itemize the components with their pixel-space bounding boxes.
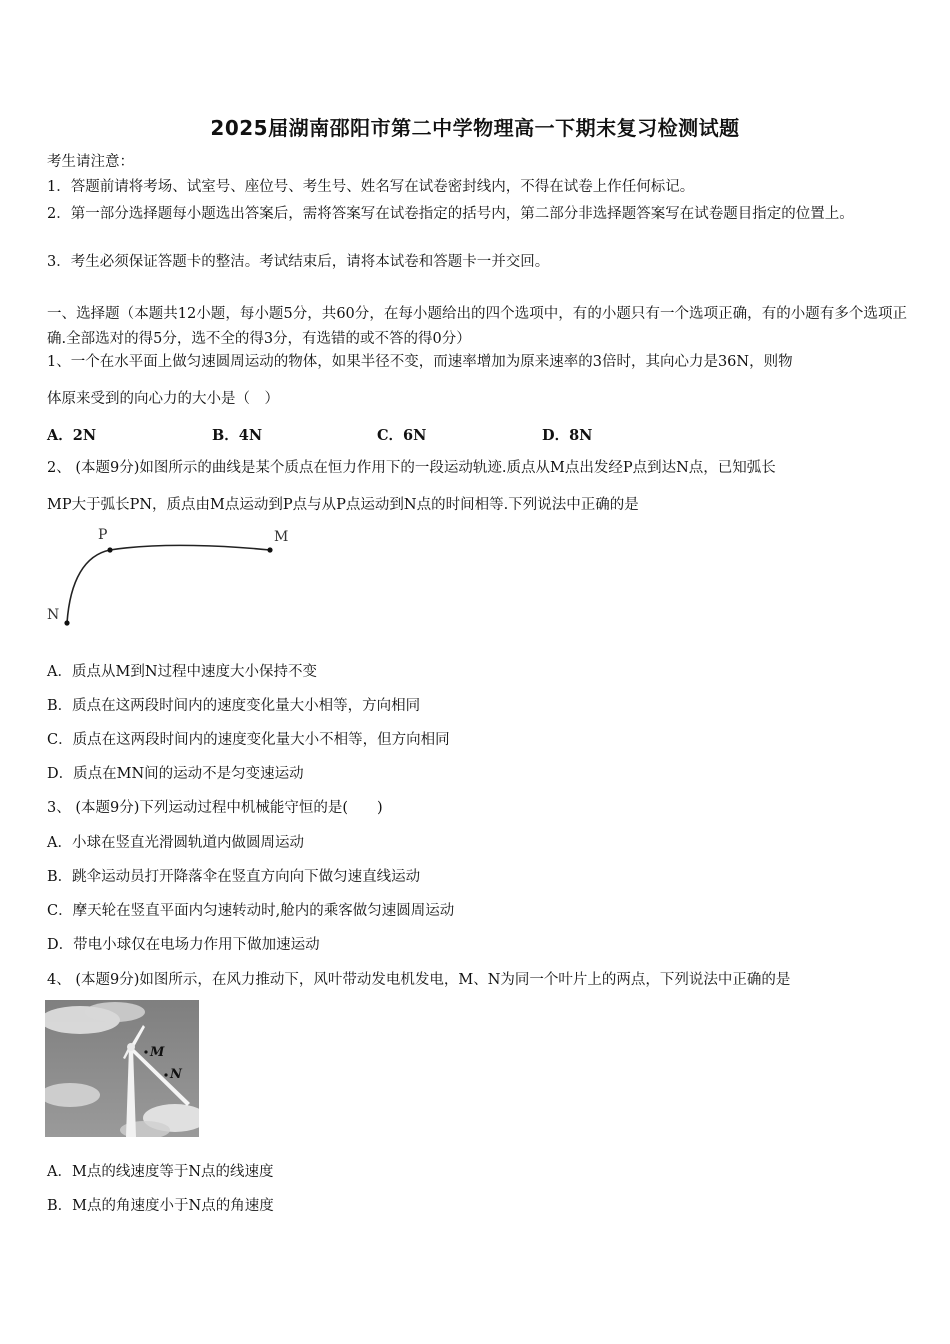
question-2-stem-line-2: MP大于弧长PN，质点由M点运动到P点与从P点运动到N点的时间相等.下列说法中正确的是 [47,497,639,513]
question-2-stem-line-1: 2、 (本题9分)如图所示的曲线是某个质点在恒力作用下的一段运动轨迹.质点从M点出发经P点到达N点，已知弧长 [47,460,776,476]
question-2-option-d: D．质点在MN间的运动不是匀变速运动 [47,766,304,782]
question-2-option-a: A．质点从M到N过程中速度大小保持不变 [47,664,318,680]
label-p: P [98,527,108,543]
question-2-option-c: C．质点在这两段时间内的速度变化量大小不相等，但方向相同 [47,732,450,748]
notice-item-3: 3．考生必须保证答题卡的整洁。考试结束后，请将本试卷和答题卡一并交回。 [47,254,550,270]
question-4-stem: 4、 (本题9分)如图所示，在风力推动下，风叶带动发电机发电，M、N为同一个叶片上的两点，下列说法中正确的是 [47,972,791,988]
point-n-dot [64,620,69,625]
question-2-option-b: B．质点在这两段时间内的速度变化量大小相等，方向相同 [47,698,421,714]
point-p-dot [107,547,112,552]
trajectory-figure [40,520,300,630]
question-1-stem-line-2: 体原来受到的向心力的大小是（ ） [47,391,279,407]
label-n: N [170,1067,182,1082]
point-n-dot [164,1073,167,1076]
question-1-option-c: C．6N [377,427,427,444]
question-1-option-d: D．8N [542,427,593,444]
question-1-option-b: B．4N [212,427,263,444]
notice-item-2: 2．第一部分选择题每小题选出答案后，需将答案写在试卷指定的括号内，第二部分非选择题答案写在试卷题目指定的位置上。 [47,206,854,222]
label-m: M [150,1045,165,1060]
notice-heading: 考生请注意： [47,154,134,170]
cloud-top [85,1002,145,1022]
question-3-option-d: D．带电小球仅在电场力作用下做加速运动 [47,937,320,953]
question-1-stem-line-1: 1、一个在水平面上做匀速圆周运动的物体，如果半径不变，而速率增加为原来速率的3倍时，其向心力是36N，则物 [47,354,793,370]
question-3-option-c: C．摩天轮在竖直平面内匀速转动时,舱内的乘客做匀速圆周运动 [47,903,455,919]
section-heading: 一、选择题（本题共12小题，每小题5分，共60分，在每小题给出的四个选项中，有的小题只有一个选项正确，有的小题有多个选项正确.全部选对的得5分，选不全的得3分，有选错的或不答的得0分） [47,306,907,347]
question-3-option-b: B．跳伞运动员打开降落伞在竖直方向向下做匀速直线运动 [47,869,421,885]
question-1-options [47,424,707,445]
point-m-dot [267,547,272,552]
question-1-option-a: A．2N [47,427,97,444]
wind-turbine-photo [45,1000,199,1137]
question-3-option-a: A．小球在竖直光滑圆轨道内做圆周运动 [47,835,304,851]
question-4-option-a: A．M点的线速度等于N点的线速度 [47,1164,274,1180]
label-n: N [47,607,60,623]
trajectory-curve [67,545,270,623]
question-4-option-b: B．M点的角速度小于N点的角速度 [47,1198,274,1214]
question-3-stem: 3、 (本题9分)下列运动过程中机械能守恒的是( ) [47,800,383,816]
turbine-hub [127,1043,135,1051]
point-m-dot [144,1050,147,1053]
label-m: M [274,529,289,545]
page-title: 2025届湖南邵阳市第二中学物理高一下期末复习检测试题 [210,116,740,140]
notice-item-1: 1．答题前请将考场、试室号、座位号、考生号、姓名写在试卷密封线内，不得在试卷上作任何标记。 [47,179,695,195]
